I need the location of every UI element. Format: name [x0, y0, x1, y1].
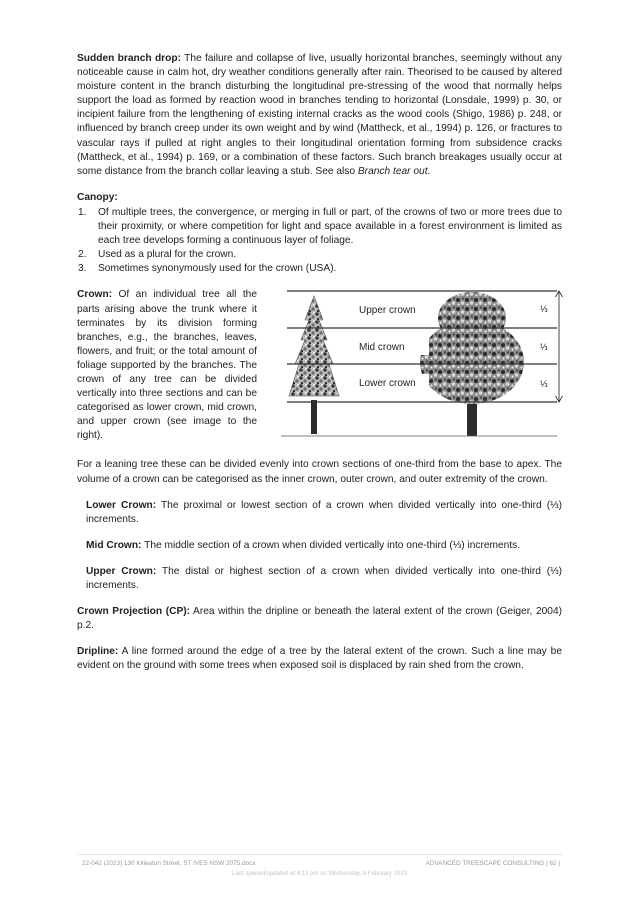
definition: The proximal or lowest section of a crown when divided vertically into one-third (⅓) increments. — [86, 499, 562, 525]
definition: The failure and collapse of live, usually horizontal branches, seemingly without any noticeable cause in calm hot, dry weather conditions generally after rain. Theorised to be caused by altered moisture content in the branch disturbing the longitudinal pre-stressing of the wood that normally helps support the load as formed by reaction wood in branches tending to horizontal (Lonsdale, 1999) p. 30, or incipient failure from the lengthening of existing internal cracks as the wood cools (Shigo, 1986) p. 248, or influenced by branch creep under its own weight and by wind (Mattheck, et al., 1994) p. 126, or fractures to vascular rays if pulled at right angles to their longitudinal orientation forming from subsidence cracks (Mattheck, et al., 1994) p. 169, or a combination of these factors. Such branch breakages usually occur at some distance from the branch collar leaving a stub. See also — [77, 53, 562, 177]
fraction-label: ⅓ — [540, 379, 548, 390]
fraction-label: ⅓ — [540, 304, 548, 315]
definition-end: . — [427, 165, 431, 177]
footer-last-updated: Last opened/updated at 4:13 pm on Wednesday, 8 February 2023 — [232, 871, 407, 877]
broadleaf-crown-lower — [420, 320, 524, 404]
definition: Of an individual tree all the parts arising above the trunk where it terminates by its division forming branches, e.g., the branches, leaves, flowers, and fruit; or the total amount of foliage supported by the branches. The crown of any tree can be divided vertically into three sections and can be categorised as lower crown, mid crown, and upper crown (see image to the right). — [77, 289, 257, 442]
term: Upper Crown: — [86, 565, 157, 577]
crown-entry — [77, 288, 257, 443]
footer-company-page: ADVANCED TREESCAPE CONSULTING | 62 | — [425, 860, 560, 867]
canopy-list — [77, 206, 562, 276]
canopy-term: Canopy: — [77, 191, 118, 203]
crown-section — [77, 288, 562, 448]
conifer-crown — [289, 296, 339, 396]
see-also-link: Branch tear out — [357, 165, 428, 177]
term: Sudden branch drop: — [77, 53, 181, 64]
page-footer — [77, 854, 562, 877]
definition: A line formed around the edge of a tree by the lateral extent of the crown. Such a line may be evident on the ground with some trees when exposed soil is displaced by rain shed from the crown. — [77, 646, 562, 672]
lower-crown-label: Lower crown — [359, 378, 416, 390]
sudden-branch-drop-entry — [77, 52, 562, 179]
lower-crown-entry — [77, 499, 562, 527]
fraction-label: ⅓ — [540, 342, 548, 353]
dripline-entry — [77, 645, 562, 673]
crown-projection-entry — [77, 605, 562, 633]
upper-crown-entry — [77, 565, 562, 593]
crown-sections-figure — [267, 288, 565, 443]
definition: Area within the dripline or beneath the lateral extent of the crown (Geiger, 2004) p.2. — [77, 606, 563, 632]
conifer-trunk — [311, 400, 317, 434]
term: Crown Projection (CP): — [77, 606, 191, 618]
term: Dripline: — [77, 646, 119, 658]
definition: The distal or highest section of a crown when divided vertically into one-third (⅓) increments. — [86, 565, 562, 591]
term: Lower Crown: — [86, 499, 157, 511]
footer-file-name: 22-042 (2023) 130 Killeaton Street, ST IVES NSW 2075.docx — [82, 860, 256, 867]
list-item: 3. Sometimes synonymously used for the crown (USA). — [78, 263, 337, 275]
upper-crown-label: Upper crown — [359, 305, 416, 317]
list-item: 1. Of multiple trees, the convergence, or merging in full or part, of the crowns of two or more trees due to their proximity, or where competition for light and space available in a forest environment is limited as each tree develops forming a continuous layer of foliage. — [78, 206, 562, 247]
document-body — [77, 52, 562, 685]
term: Crown: — [77, 289, 113, 301]
term: Mid Crown: — [86, 539, 142, 551]
definition: The middle section of a crown when divided vertically into one-third (⅓) increments. — [141, 539, 521, 551]
leaning-tree-paragraph: For a leaning tree these can be divided evenly into crown sections of one-third from the base to apex. The volume of a crown can be categorised as the inner crown, outer crown, and outer extremity of the crown. — [77, 459, 562, 485]
mid-crown-entry — [77, 539, 562, 553]
mid-crown-label: Mid crown — [359, 342, 405, 354]
list-item: 2. Used as a plural for the crown. — [78, 249, 237, 261]
